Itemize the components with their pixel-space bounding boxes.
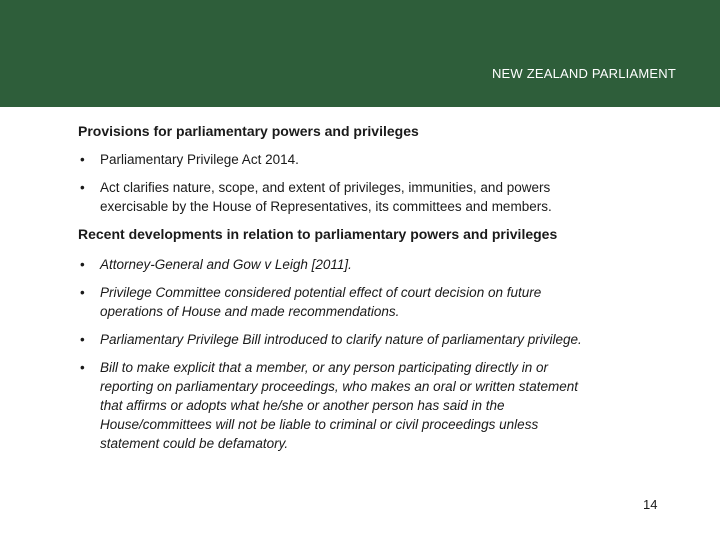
slide-content — [78, 122, 598, 462]
list-item: • Act clarifies nature, scope, and extent of privileges, immunities, and powers exercisable by the House of Representatives, its committees and members. — [80, 180, 552, 214]
section-heading-provisions: Provisions for parliamentary powers and privileges — [78, 123, 419, 139]
bullet-icon: • — [80, 152, 85, 167]
bullet-icon: • — [80, 180, 85, 195]
header-title: NEW ZEALAND PARLIAMENT — [491, 66, 676, 81]
list-item: • Attorney-General and Gow v Leigh [2011]. — [80, 257, 352, 272]
developments-list — [78, 255, 598, 453]
bullet-icon: • — [80, 360, 85, 375]
list-item: • Parliamentary Privilege Act 2014. — [80, 152, 299, 167]
bullet-icon: • — [80, 285, 85, 300]
provisions-list — [78, 150, 598, 216]
bullet-icon: • — [80, 257, 85, 272]
section-heading-recent-developments: Recent developments in relation to parliamentary powers and privileges — [78, 226, 558, 242]
list-item: • Privilege Committee considered potential effect of court decision on future operations of House and made recommendations. — [80, 285, 542, 319]
list-item: • Parliamentary Privilege Bill introduced to clarify nature of parliamentary privilege. — [80, 332, 582, 347]
header-bar — [0, 0, 720, 107]
list-item: • Bill to make explicit that a member, or any person participating directly in or reporting on parliamentary proceedings, who makes an oral or written statement that affirms or adopts what he/she or another person has said in the House/committees will not be liable to criminal or civil proceedings unless statement could be defamatory. — [80, 360, 578, 451]
bullet-icon: • — [80, 332, 85, 347]
page-number: 14 — [643, 497, 658, 512]
